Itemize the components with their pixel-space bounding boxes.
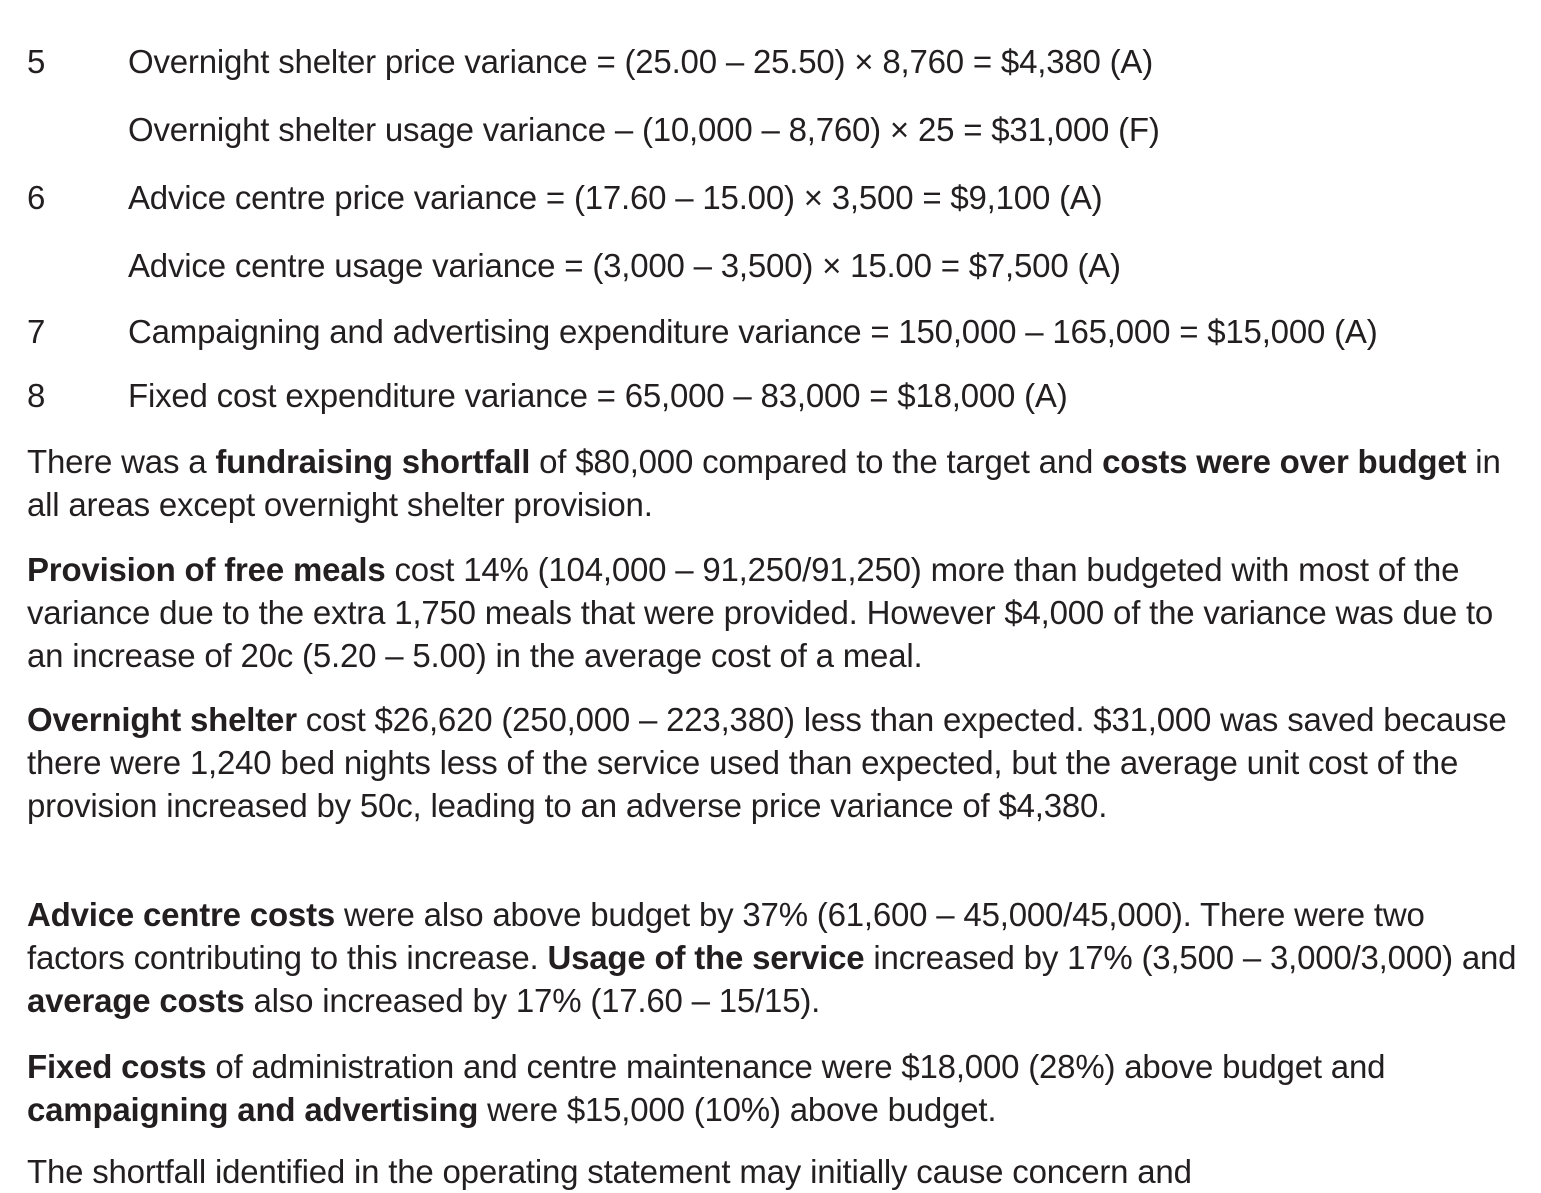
p4-text-a: were also above budget by 37% (61,600 – 45,000/45,000). There were two factors contributing to this increase. — [27, 896, 1425, 976]
p5-bold-fixed-costs: Fixed costs — [27, 1048, 207, 1085]
paragraph-overnight-shelter — [27, 698, 1527, 827]
p1-text-c: of $80,000 compared to the target and — [530, 443, 1103, 480]
p4-bold-advice-centre-costs: Advice centre costs — [27, 896, 336, 933]
p2-text: cost 14% (104,000 – 91,250/91,250) more than budgeted with most of the variance due to the extra 1,750 meals that were provided. However $4,000 of the variance was due to an increase of 20c (5.20 – 5.00) in the average cost of a meal. — [27, 551, 1494, 674]
calc-campaigning-variance: Campaigning and advertising expenditure variance = 150,000 – 165,000 = $15,000 (A) — [128, 313, 1378, 350]
p3-bold-overnight-shelter: Overnight shelter — [27, 701, 297, 738]
p4-text-c: increased by 17% (3,500 – 3,000/3,000) and — [864, 939, 1517, 976]
p5-text-c: were $15,000 (10%) above budget. — [478, 1091, 997, 1128]
calc-number-6: 6 — [27, 179, 46, 216]
p1-bold-fundraising-shortfall: fundraising shortfall — [215, 443, 531, 480]
paragraph-shortfall-partial: The shortfall identified in the operating statement may initially cause concern and — [27, 1153, 1192, 1190]
calc-number-8: 8 — [27, 377, 46, 414]
p1-text-a: There was a — [27, 443, 216, 480]
calc-advice-usage-variance: Advice centre usage variance = (3,000 – 3,500) × 15.00 = $7,500 (A) — [128, 247, 1121, 284]
p4-text-d: also increased by 17% (17.60 – 15/15). — [244, 982, 821, 1019]
p3-text: cost $26,620 (250,000 – 223,380) less than expected. $31,000 was saved because there were 1,240 bed nights less of the service used than expected, but the average unit cost of the provision increased by 50c, leading to an adverse price variance of $4,380. — [27, 701, 1507, 824]
paragraph-fixed-costs — [27, 1045, 1527, 1131]
calc-fixed-cost-variance: Fixed cost expenditure variance = 65,000 – 83,000 = $18,000 (A) — [128, 377, 1068, 414]
p4-bold-usage-of-service: Usage of the service — [547, 939, 865, 976]
p4-bold-average-costs: average costs — [27, 982, 245, 1019]
calc-overnight-price-variance: Overnight shelter price variance = (25.00 – 25.50) × 8,760 = $4,380 (A) — [128, 43, 1154, 80]
p2-bold-free-meals: Provision of free meals — [27, 551, 386, 588]
p1-bold-costs-over-budget: costs were over budget — [1102, 443, 1467, 480]
calc-overnight-usage-variance: Overnight shelter usage variance – (10,000 – 8,760) × 25 = $31,000 (F) — [128, 111, 1160, 148]
p5-text-a: of administration and centre maintenance were $18,000 (28%) above budget and — [206, 1048, 1386, 1085]
calc-number-5: 5 — [27, 43, 46, 80]
paragraph-free-meals — [27, 548, 1527, 677]
paragraph-fundraising — [27, 440, 1527, 526]
calc-number-7: 7 — [27, 313, 46, 350]
p5-bold-campaigning-advertising: campaigning and advertising — [27, 1091, 479, 1128]
paragraph-advice-centre — [27, 893, 1527, 1022]
calc-advice-price-variance: Advice centre price variance = (17.60 – 15.00) × 3,500 = $9,100 (A) — [128, 179, 1103, 216]
p1-text-d: in all areas except overnight shelter provision. — [27, 443, 1501, 523]
